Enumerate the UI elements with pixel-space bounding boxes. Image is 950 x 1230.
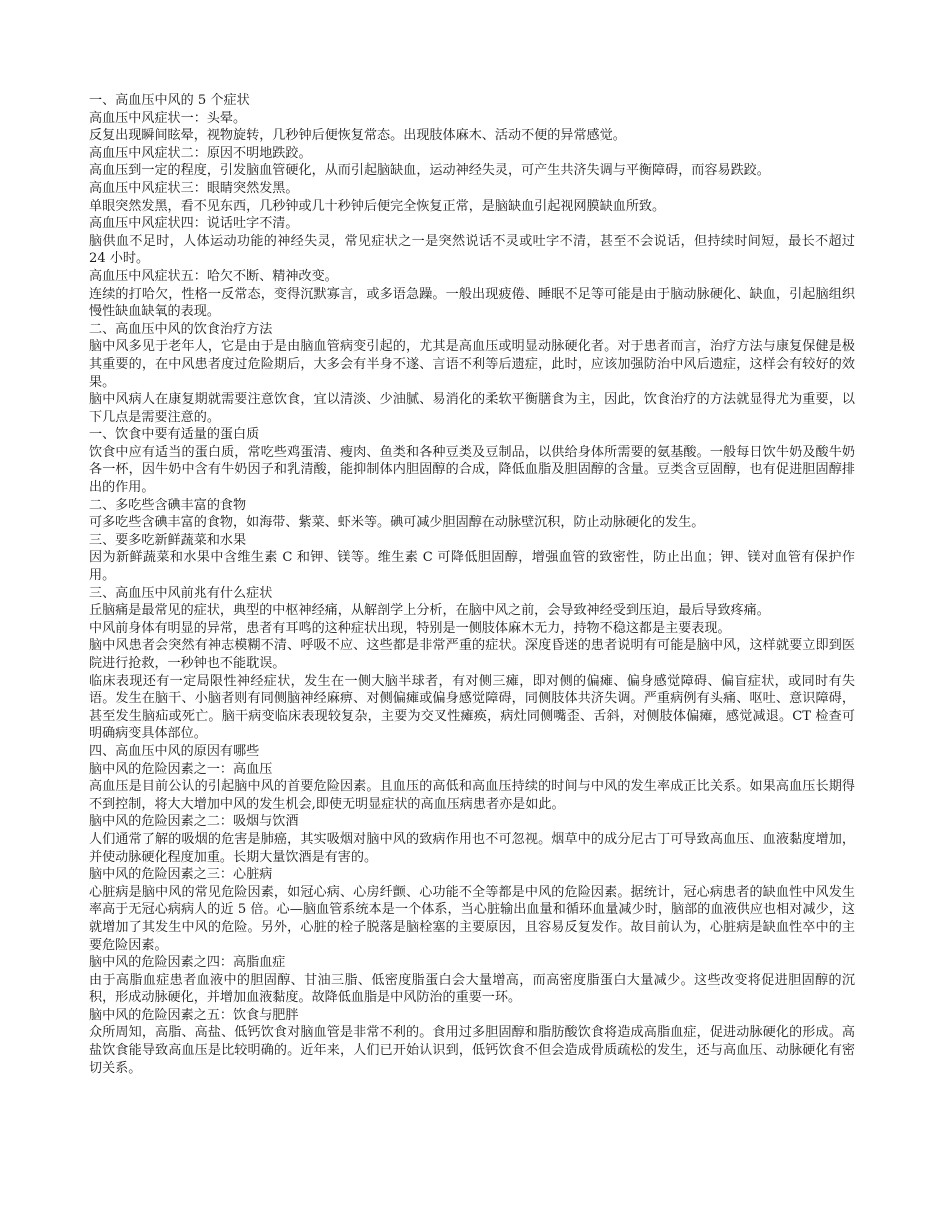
diet-3-text: 因为新鲜蔬菜和水果中含维生素 C 和钾、镁等。维生素 C 可降低胆固醇，增强血管的致密性，防止出血；钾、镁对血管有保护作用。 bbox=[89, 550, 855, 584]
symptom-3-text: 单眼突然发黑，看不见东西，几秒钟或几十秒钟后便完全恢复正常，是脑缺血引起视网膜缺血所致。 bbox=[89, 198, 666, 214]
cause-5-heading: 脑中风的危险因素之五：饮食与肥胖 bbox=[89, 1007, 299, 1023]
diet-1-text: 饮食中应有适当的蛋白质，常吃些鸡蛋清、瘦肉、鱼类和各种豆类及豆制品，以供给身体所需要的氨基酸。一般每日饮牛奶及酸牛奶各一杯，因牛奶中含有牛奶因子和乳清酸，能抑制体内胆固醇的合成，降低血脂及胆固醇的含量。豆类含豆固醇，也有促进胆固醇排出的作用。 bbox=[89, 444, 855, 496]
diet-3-heading: 三、要多吃新鲜蔬菜和水果 bbox=[89, 532, 247, 548]
diet-recovery-paragraph: 脑中风病人在康复期就需要注意饮食，宜以清淡、少油腻、易消化的柔软平衡膳食为主，因此，饮食治疗的方法就显得尤为重要，以下几点是需要注意的。 bbox=[89, 392, 855, 425]
precursor-paragraph-2: 中风前身体有明显的异常，患者有耳鸣的这种症状出现，特别是一侧肢体麻木无力，持物不稳这都是主要表现。 bbox=[89, 620, 731, 636]
section-heading-diet: 二、高血压中风的饮食治疗方法 bbox=[89, 321, 273, 337]
cause-3-heading: 脑中风的危险因素之三：心脏病 bbox=[89, 867, 273, 883]
cause-5-text: 众所周知，高脂、高盐、低钙饮食对脑血管是非常不利的。食用过多胆固醇和脂肪酸饮食将造成高脂血症，促进动脉硬化的形成。高盐饮食能导致高血压是比较明确的。近年来，人们已开始认识到，低钙饮食不但会造成骨质疏松的发生，还与高血压、动脉硬化有密切关系。 bbox=[89, 1025, 855, 1076]
symptom-2-text: 高血压到一定的程度，引发脑血管硬化，从而引起脑缺血，运动神经失灵，可产生共济失调与平衡障碍，而容易跌跤。 bbox=[89, 163, 770, 179]
section-heading-symptoms: 一、高血压中风的 5 个症状 bbox=[89, 93, 250, 108]
precursor-paragraph-1: 丘脑痛是最常见的症状，典型的中枢神经痛，从解剖学上分析，在脑中风之前，会导致神经受到压迫，最后导致疼痛。 bbox=[89, 603, 770, 619]
symptom-4-text: 脑供血不足时，人体运动功能的神经失灵，常见症状之一是突然说话不灵或吐字不清，甚至不会说话，但持续时间短，最长不超过 24 小时。 bbox=[89, 233, 855, 267]
precursor-paragraph-4: 临床表现还有一定局限性神经症状，发生在一侧大脑半球者，有对侧三瘫，即对侧的偏瘫、偏身感觉障碍、偏盲症状，或同时有失语。发生在脑干、小脑者则有同侧脑神经麻痹、对侧偏瘫或偏身感觉障碍，同侧肢体共济失调。严重病例有头痛、呕吐、意识障碍，甚至发生脑疝或死亡。脑干病变临床表现较复杂，主要为交叉性瘫痪，病灶同侧嘴歪、舌斜，对侧肢体偏瘫，感觉减退。CT 检查可明确病变具体部位。 bbox=[89, 673, 855, 742]
diet-2-text: 可多吃些含碘丰富的食物，如海带、紫菜、虾米等。碘可减少胆固醇在动脉壁沉积，防止动脉硬化的发生。 bbox=[89, 515, 705, 531]
diet-1-heading: 一、饮食中要有适量的蛋白质 bbox=[89, 427, 260, 443]
symptom-3-heading: 高血压中风症状三：眼睛突然发黑。 bbox=[89, 180, 299, 196]
document-body bbox=[89, 92, 855, 1077]
cause-2-text: 人们通常了解的吸烟的危害是肺癌，其实吸烟对脑中风的致病作用也不可忽视。烟草中的成分尼古丁可导致高血压、血液黏度增加，并使动脉硬化程度加重。长期大量饮酒是有害的。 bbox=[89, 831, 855, 865]
cause-2-heading: 脑中风的危险因素之二：吸烟与饮酒 bbox=[89, 814, 299, 830]
section-heading-precursors: 三、高血压中风前兆有什么症状 bbox=[89, 585, 273, 601]
section-heading-causes: 四、高血压中风的原因有哪些 bbox=[89, 743, 260, 759]
symptom-5-heading: 高血压中风症状五：哈欠不断、精神改变。 bbox=[89, 268, 338, 284]
precursor-paragraph-3: 脑中风患者会突然有神志模糊不清、呼吸不应、这些都是非常严重的症状。深度昏迷的患者说明有可能是脑中风，这样就要立即到医院进行抢救，一秒钟也不能耽误。 bbox=[89, 638, 855, 671]
cause-4-text: 由于高脂血症患者血液中的胆固醇、甘油三脂、低密度脂蛋白会大量增高，而高密度脂蛋白大量减少。这些改变将促进胆固醇的沉积，形成动脉硬化，并增加血液黏度。故降低血脂是中风防治的重要一环。 bbox=[89, 972, 855, 1006]
symptom-5-text: 连续的打哈欠，性格一反常态，变得沉默寡言，或多语急躁。一般出现疲倦、睡眠不足等可能是由于脑动脉硬化、缺血，引起脑组织慢性缺血缺氧的表现。 bbox=[89, 286, 855, 320]
symptom-1-heading: 高血压中风症状一：头晕。 bbox=[89, 110, 247, 126]
cause-1-heading: 脑中风的危险因素之一：高血压 bbox=[89, 761, 273, 777]
cause-1-text: 高血压是目前公认的引起脑中风的首要危险因素。且血压的高低和高血压持续的时间与中风的发生率成正比关系。如果高血压长期得不到控制，将大大增加中风的发生机会,即使无明显症状的高血压病患者亦是如此。 bbox=[89, 779, 855, 812]
symptom-1-text: 反复出现瞬间眩晕，视物旋转，几秒钟后便恢复常态。出现肢体麻木、活动不便的异常感觉。 bbox=[89, 128, 626, 144]
symptom-2-heading: 高血压中风症状二：原因不明地跌跤。 bbox=[89, 145, 312, 161]
diet-2-heading: 二、多吃些含碘丰富的食物 bbox=[89, 497, 247, 513]
diet-intro-paragraph: 脑中风多见于老年人，它是由于是由脑血管病变引起的，尤其是高血压或明显动脉硬化者。对于患者而言，治疗方法与康复保健是极其重要的，在中风患者度过危险期后，大多会有半身不遂、言语不利等后遗症，此时，应该加强防治中风后遗症，这样会有较好的效果。 bbox=[89, 339, 855, 390]
cause-4-heading: 脑中风的危险因素之四：高脂血症 bbox=[89, 955, 286, 971]
cause-3-text: 心脏病是脑中风的常见危险因素，如冠心病、心房纤颤、心功能不全等都是中风的危险因素。据统计，冠心病患者的缺血性中风发生率高于无冠心病病人的近 5 倍。心—脑血管系统本是一个体系，当心脏输出血量和循环血量减少时，脑部的血液供应也相对减少，这就增加了其发生中风的危险。另外，心脏的栓子脱落是脑栓塞的主要原因，且容易反复发作。故目前认为，心脏病是缺血性卒中的主要危险因素。 bbox=[89, 884, 855, 953]
symptom-4-heading: 高血压中风症状四：说话吐字不清。 bbox=[89, 216, 299, 232]
